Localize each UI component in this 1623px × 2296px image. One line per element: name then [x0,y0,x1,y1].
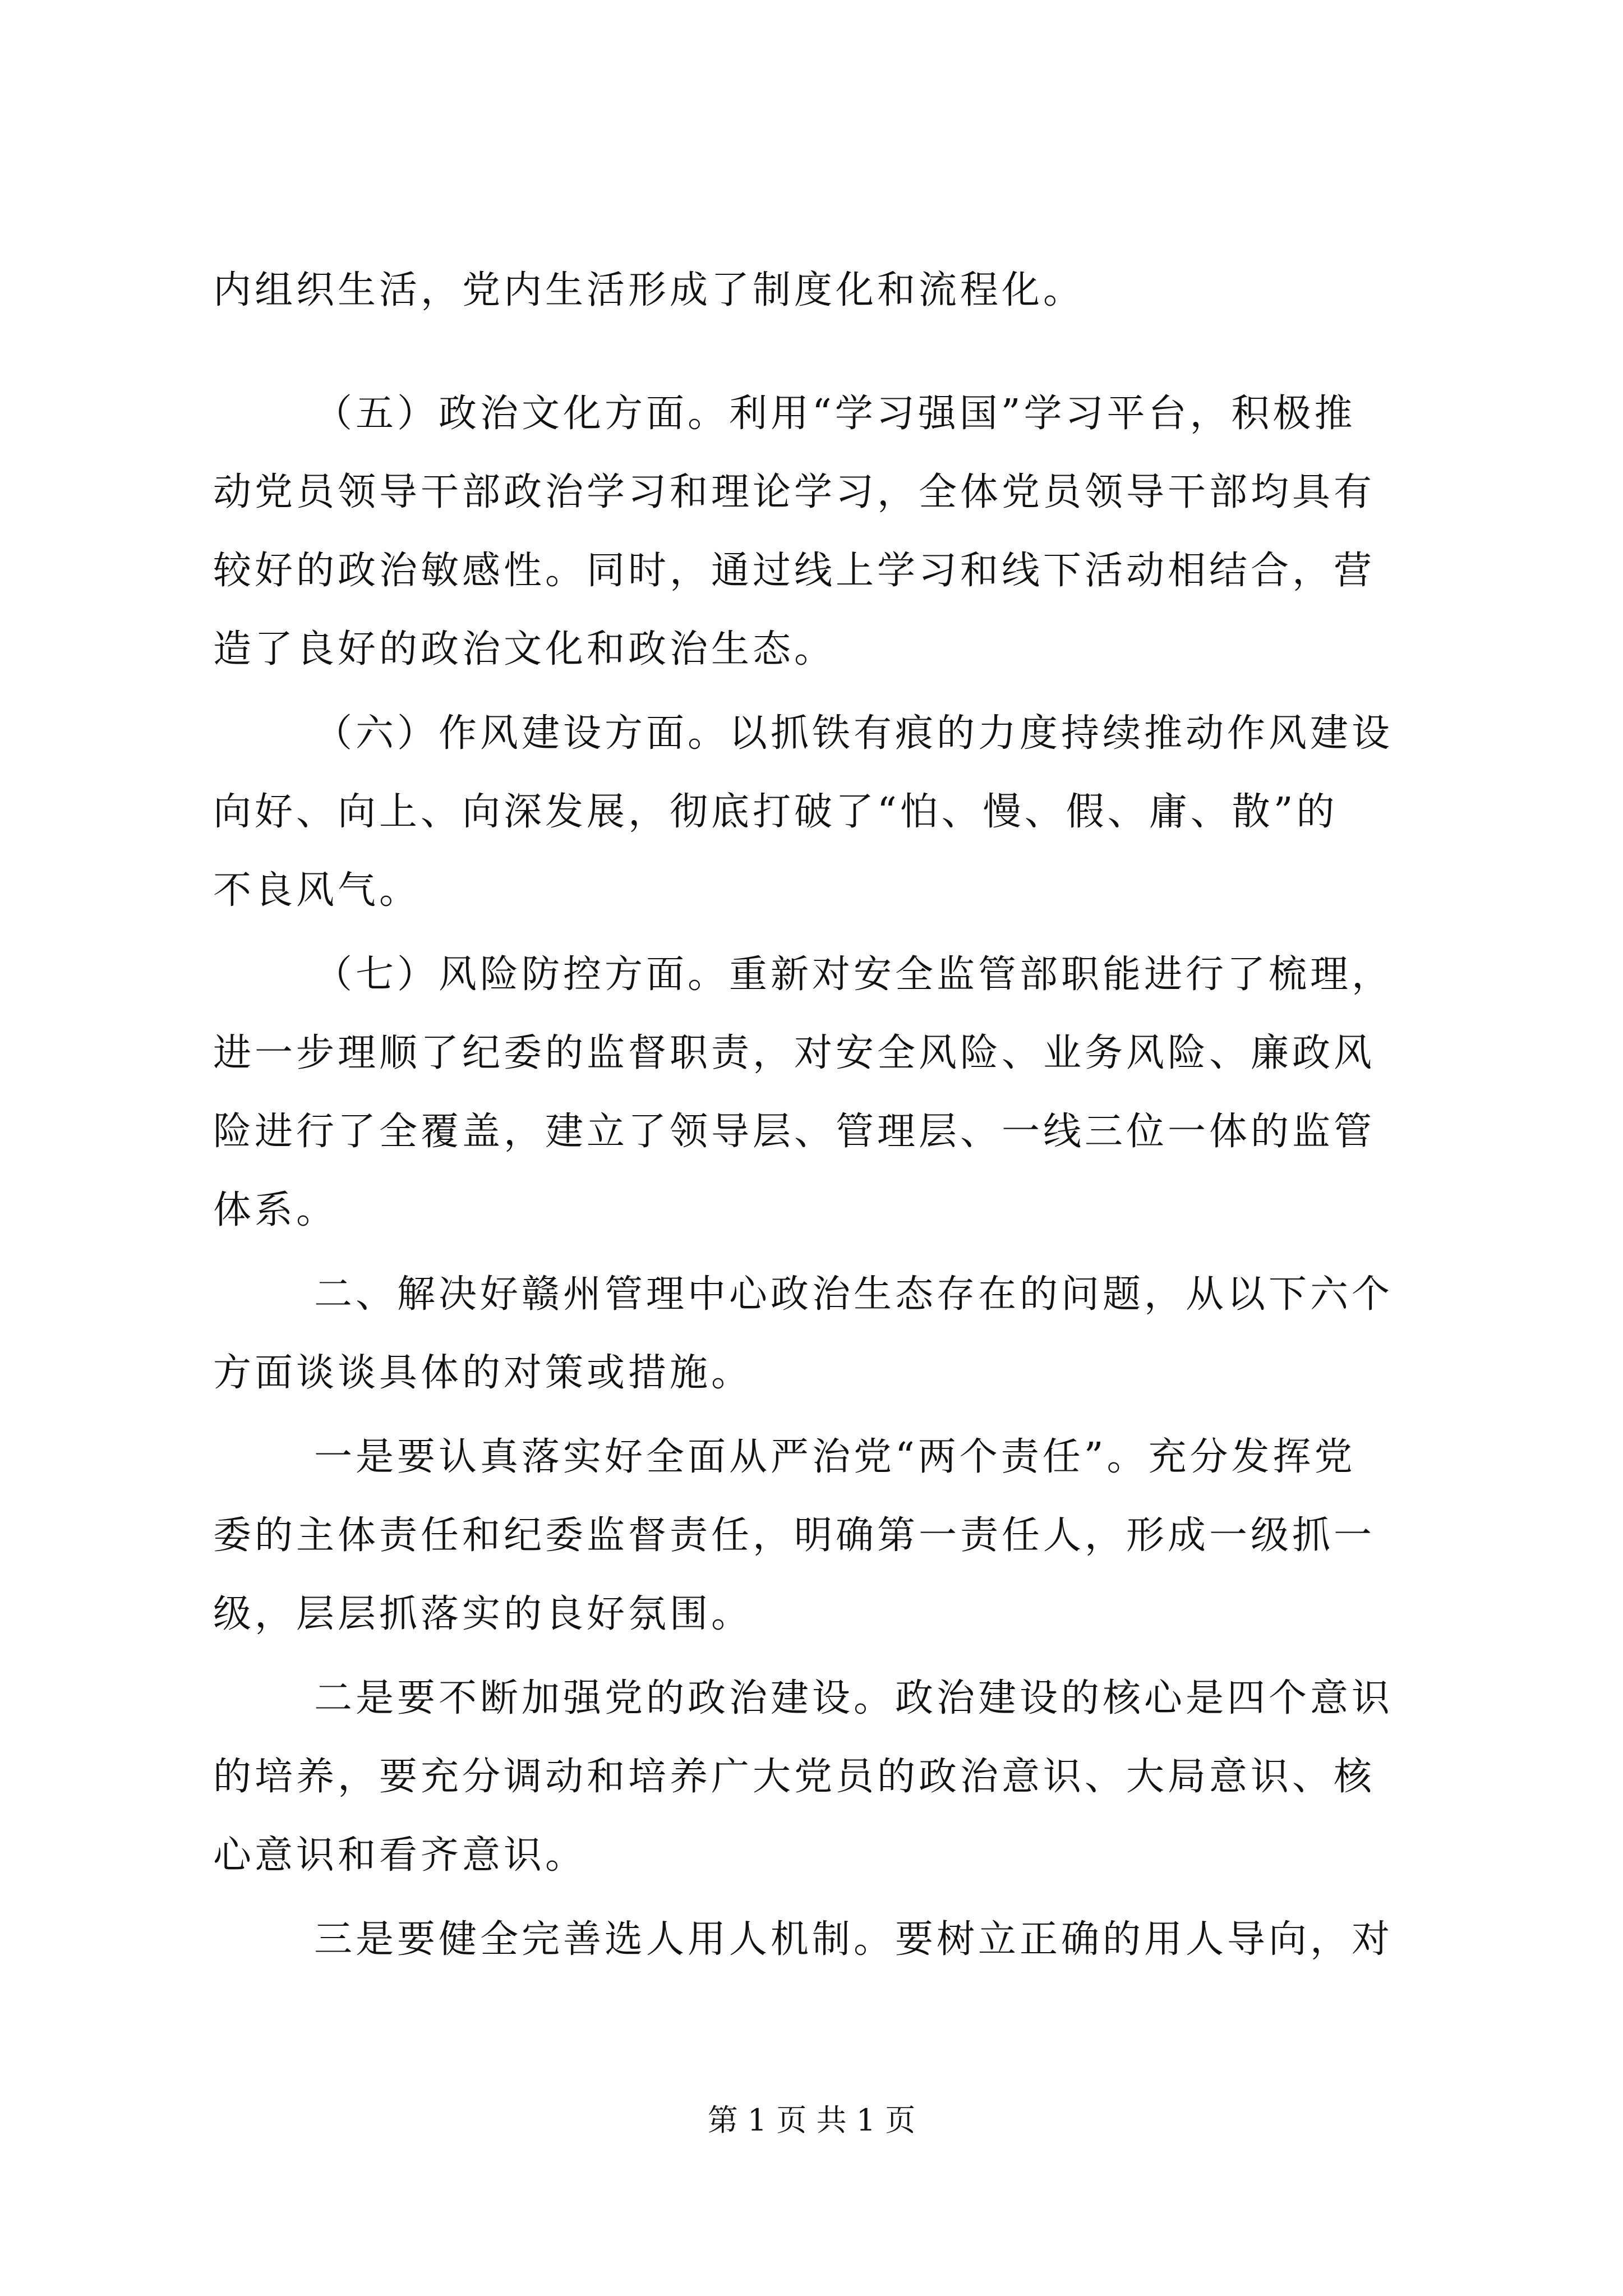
body-line: 进一步理顺了纪委的监督职责，对安全风险、业务风险、廉政风 [213,1031,1376,1075]
body-line: 二、解决好赣州管理中心政治生态存在的问题，从以下六个 [314,1272,1394,1317]
body-line: （五）政治文化方面。利用“学习强国”学习平台，积极推 [314,392,1356,436]
body-line: 委的主体责任和纪委监督责任，明确第一责任人，形成一级抓一 [213,1513,1376,1558]
body-line: 造了良好的政治文化和政治生态。 [213,627,836,671]
body-line: （七）风险防控方面。重新对安全监管部职能进行了梳理， [314,953,1394,997]
body-line: 三是要健全完善选人用人机制。要树立正确的用人导向，对 [314,1917,1394,1962]
body-line: 的培养，要充分调动和培养广大党员的政治意识、大局意识、核 [213,1755,1376,1799]
body-line: 二是要不断加强党的政治建设。政治建设的核心是四个意识 [314,1676,1394,1720]
body-line: 一是要认真落实好全面从严治党“两个责任”。充分发挥党 [314,1435,1356,1479]
body-line: 较好的政治敏感性。同时，通过线上学习和线下活动相结合，营 [213,549,1376,593]
body-line: 内组织生活，党内生活形成了制度化和流程化。 [213,268,1085,312]
body-line: （六）作风建设方面。以抓铁有痕的力度持续推动作风建设 [314,711,1394,756]
body-line: 心意识和看齐意识。 [213,1833,587,1878]
body-line: 级，层层抓落实的良好氛围。 [213,1592,753,1636]
page-number-footer: 第 1 页 共 1 页 [707,2102,916,2138]
body-line: 险进行了全覆盖，建立了领导层、管理层、一线三位一体的监管 [213,1110,1376,1154]
body-line: 动党员领导干部政治学习和理论学习，全体党员领导干部均具有 [213,470,1376,514]
body-line: 向好、向上、向深发展，彻底打破了“怕、慢、假、庸、散”的 [213,790,1338,834]
body-line: 方面谈谈具体的对策或措施。 [213,1351,753,1395]
body-line: 不良风气。 [213,868,421,913]
body-line: 体系。 [213,1188,338,1232]
